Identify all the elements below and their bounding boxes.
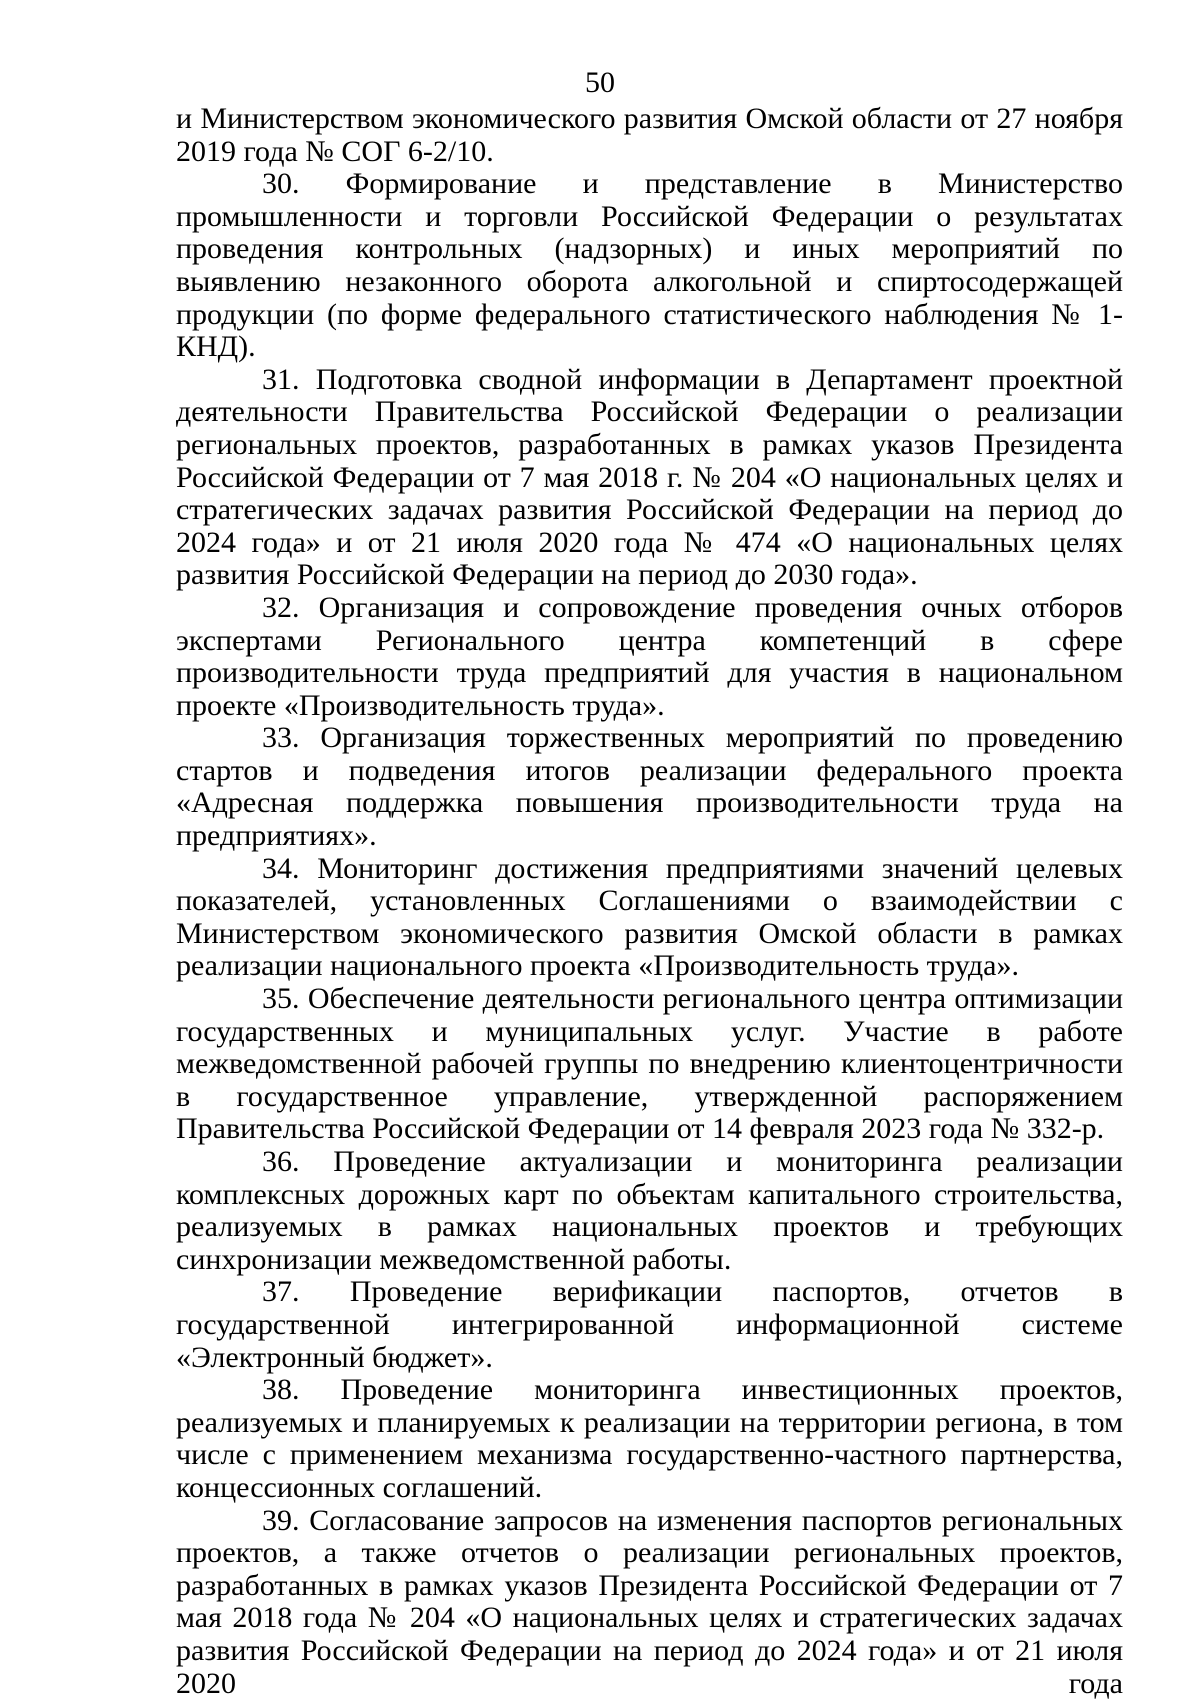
paragraph-item-33: 33. Организация торжественных мероприятий по проведению стартов и подведения итогов реализации федерального проекта «Адресная поддержка повышения производительности труда на предприятиях». bbox=[176, 721, 1123, 853]
paragraph-item-36: 36. Проведение актуализации и мониторинга реализации комплексных дорожных карт по объектам капитального строительства, реализуемых в рамках национальных проектов и требующих синхронизации межведомственной работы. bbox=[176, 1145, 1123, 1276]
paragraph-item-31: 31. Подготовка сводной информации в Департамент проектной деятельности Правительства Российской Федерации о реализации региональных проектов, разработанных в рамках указов Президента Российской Федерации от 7 мая 2018 г. № 204 «О национальных целях и стратегических задачах развития Российской Федерации на период до 2024 года» и от 21 июля 2020 года № 474 «О национальных целях развития Российской Федерации на период до 2030 года». bbox=[176, 362, 1123, 592]
paragraph-item-38: 38. Проведение мониторинга инвестиционных проектов, реализуемых и планируемых к реализации на территории региона, в том числе с применением механизма государственно-частного партнерства, концессионных соглашений. bbox=[176, 1373, 1123, 1504]
paragraph-item-37: 37. Проведение верификации паспортов, отчетов в государственной интегрированной информационной системе «Электронный бюджет». bbox=[176, 1275, 1123, 1374]
paragraph-continuation: и Министерством экономического развития Омской области от 27 ноября 2019 года № СОГ 6-2/10. bbox=[176, 102, 1123, 168]
paragraph-item-34: 34. Мониторинг достижения предприятиями значений целевых показателей, установленных Соглашениями о взаимодействии с Министерством экономического развития Омской области в рамках реализации национального проекта «Производительность труда». bbox=[176, 851, 1123, 983]
paragraph-item-35: 35. Обеспечение деятельности регионального центра оптимизации государственных и муниципальных услуг. Участие в работе межведомственной рабочей группы по внедрению клиентоцентричности в государственное управление, утвержденной распоряжением Правительства Российской Федерации от 14 февраля 2023 года № 332-р. bbox=[176, 982, 1123, 1146]
paragraph-item-30: 30. Формирование и представление в Министерство промышленности и торговли Российской Федерации о результатах проведения контрольных (надзорных) и иных мероприятий по выявлению незаконного оборота алкогольной и спиртосодержащей продукции (по форме федерального статистического наблюдения № 1-КНД). bbox=[176, 167, 1123, 364]
document-body bbox=[176, 103, 1123, 1700]
paragraph-item-39: 39. Согласование запросов на изменения паспортов региональных проектов, а также отчетов о реализации региональных проектов, разработанных в рамках указов Президента Российской Федерации от 7 мая 2018 года № 204 «О национальных целях и стратегических задачах развития Российской Федерации на период до 2024 года» и от 21 июля 2020 года bbox=[176, 1503, 1123, 1700]
page-number: 50 bbox=[585, 66, 615, 99]
paragraph-item-32: 32. Организация и сопровождение проведения очных отборов экспертами Регионального центра компетенций в сфере производительности труда предприятий для участия в национальном проекте «Производительность труда». bbox=[176, 590, 1123, 722]
